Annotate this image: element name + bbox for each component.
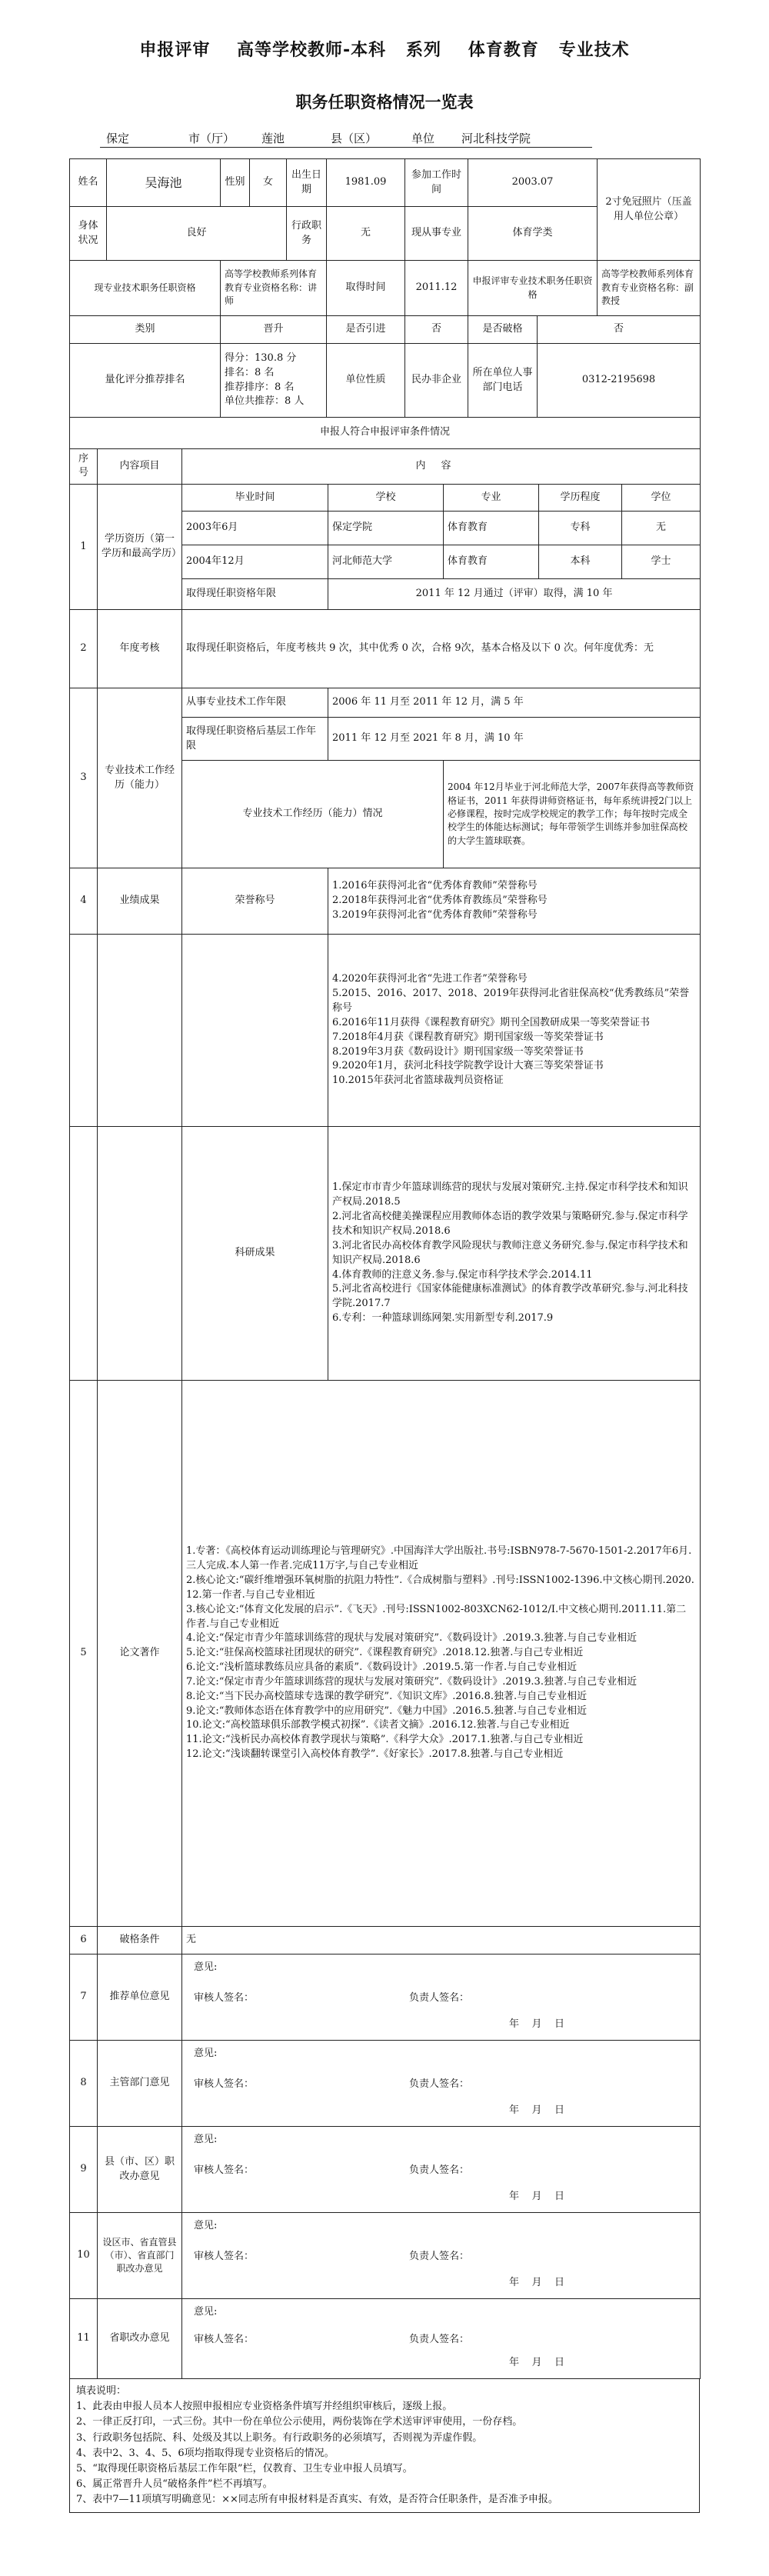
experience-ability-text: 2004 年12月毕业于河北师范大学，2007年获得高等教师资格证书，2011 年获得讲师资格证书，每年系统讲授2门以上必修课程，按时完成学校规定的教学工作；每年按时完成全校学生的体能达标测试；每年带领学生训练并参加驻保高校的大学生篮球联赛。: [444, 761, 701, 868]
note-line: 6、属正常晋升人员“破格条件”栏不再填写。: [76, 2478, 273, 2491]
opinion-date: 年 月 日: [509, 2191, 565, 2203]
opinion-row: [70, 1954, 701, 2041]
hr-phone-value: 0312-2195698: [538, 344, 701, 418]
birth-value: 1981.09: [327, 159, 405, 207]
health-value: 良好: [107, 207, 287, 261]
intro-value: 否: [405, 316, 468, 344]
honor-item: 2.2018年获得河北省“优秀体育教练员”荣誉称号: [332, 895, 548, 907]
opinion-text: 意见:: [194, 2048, 218, 2060]
edu-header-level: 学历程度: [539, 485, 622, 512]
paper-item: 1.专著：《高校体育运动训练理论与管理研究》.中国海洋大学出版社.书号:ISBN978-7-5670-1501-2.2017年6月.三人完成.本人第一作者.完成11万字,与自己专业相近: [186, 1545, 692, 1572]
opinion-date: 年 月 日: [509, 2104, 565, 2117]
leader-sign: 负责人签名：: [409, 2334, 470, 2346]
opinion-label: 设区市、省直管县（市）、省直部门职改办意见: [98, 2213, 182, 2299]
leader-sign: 负责人签名：: [409, 2164, 470, 2177]
honor-item: 4.2020年获得河北省“先进工作者”荣誉称号: [332, 973, 528, 985]
leader-sign: 负责人签名：: [409, 1992, 470, 2004]
unit-nature-value: 民办非企业: [405, 344, 468, 418]
edu-label: 学历资历（第一学历和最高学历）: [98, 485, 182, 610]
gender-value: 女: [250, 159, 287, 207]
leader-sign: 负责人签名：: [409, 2078, 470, 2091]
honor-label: 荣誉称号: [182, 868, 328, 935]
exception-row-no: 6: [70, 1927, 98, 1954]
paper-item: 9.论文:“教师体态语在体育教学中的应用研究”.《魅力中国》.2016.5.独著.与自己专业相近: [186, 1705, 588, 1717]
recommend-line: 推荐排序：8 名: [225, 381, 295, 393]
note-line: 1、此表由申报人员本人按照申报相应专业资格条件填写并经组织审核后，逐级上报。: [76, 2401, 453, 2413]
paper-item: 3.核心论文:“体育文化发展的启示”.《飞天》.刊号:ISSN1002-803XCN62-1012/I.中文核心期刊.2011.11.第二作者.与自己专业相近: [186, 1603, 687, 1630]
assess-label: 年度考核: [98, 610, 182, 688]
edu-header-time: 毕业时间: [182, 485, 328, 512]
results-blank-no: [70, 935, 98, 1127]
city-label: 市（厅）: [188, 132, 235, 145]
note-line: 2、一律正反打印，一式三份。其中一份在单位公示使用，两份装饰在学术送审评审使用，一份存档。: [76, 2416, 523, 2428]
photo-placeholder: 2寸免冠照片（压盖用人单位公章）: [598, 159, 701, 261]
obtain-time-label: [327, 261, 405, 316]
name-value: 吴海池: [107, 159, 221, 207]
conditions-table: [69, 418, 701, 2379]
edu-row-2-school: 河北师范大学: [328, 545, 444, 579]
honor-list-top: [328, 868, 701, 935]
current-major-label: 现从事专业: [405, 207, 468, 261]
leader-sign: 负责人签名：: [409, 2251, 470, 2263]
honor-item: 9.2020年1月，获河北科技学院教学设计大赛三等奖荣誉证书: [332, 1060, 604, 1072]
experience-after-value: 2011 年 12 月至 2021 年 8 月，满 10 年: [328, 718, 701, 761]
paper-item: 2.核心论文:“碳纤维增强环氧树脂的抗阻力特性”.《合成树脂与塑料》.刊号:ISSN1002-1396.中文核心期刊.2020.12.第一作者.与自己专业相近: [186, 1575, 694, 1601]
paper-item: 10.论文:“高校篮球俱乐部教学模式初探”.《读者文摘》.2016.12.独著.与自己专业相近: [186, 1719, 570, 1731]
form-title-line1: 申报评审 高等学校教师-本科 系列 体育教育 专业技术: [139, 41, 630, 60]
honor-item: 1.2016年获得河北省“优秀体育教师”荣誉称号: [332, 880, 538, 892]
note-line: 3、行政职务包括院、科、处级及其以上职务。有行政职务的必须填写，否则视为弄虚作假。: [76, 2431, 483, 2444]
current-major-value: 体育学类: [468, 207, 598, 261]
paper-item: 11.论文:“浅析民办高校体育教学现状与策略”.《科学大众》.2017.1.独著.与自己专业相近: [186, 1734, 584, 1746]
paper-item: 12.论文:“浅谈翻转课堂引入高校体育教学”.《好家长》.2017.8.独著.与自己专业相近: [186, 1748, 564, 1761]
edu-row-1-school: 保定学院: [328, 512, 444, 545]
opinion-cell[interactable]: [182, 1954, 701, 2041]
experience-label: 专业技术工作经历（能力）: [98, 688, 182, 868]
admin-post-label: 行政职务: [287, 207, 327, 261]
admin-post-value: 无: [327, 207, 405, 261]
opinion-date: 年 月 日: [509, 2018, 565, 2031]
opinion-label: 主管部门意见: [98, 2041, 182, 2127]
note-line: 5、“取得现任职资格后基层工作年限”栏，仅教育、卫生专业申报人员填写。: [76, 2462, 413, 2474]
paper-item: 8.论文:“当下民办高校篮球专选课的教学研究”.《知识文库》.2016.8.独著.与自己专业相近: [186, 1690, 588, 1702]
paper-item: 4.论文:“保定市青少年篮球训练营的现状与发展对策研究”.《数码设计》.2019.3.独著.与自己专业相近: [186, 1632, 638, 1645]
experience-no: 3: [70, 688, 98, 868]
rank-line: 排名：8 名: [225, 366, 275, 378]
honor-item: 6.2016年11月获得《课程教育研究》期刊全国教研成果一等奖荣誉证书: [332, 1016, 651, 1028]
apply-title-value: 高等学校教师系列体育教育专业资格名称：副教授: [598, 261, 701, 316]
edu-years-label: 取得现任职资格年限: [182, 579, 328, 610]
honor-item: 7.2018年4月获《课程教育研究》期刊国家级一等奖荣誉证书: [332, 1031, 604, 1043]
category-label: 类别: [70, 316, 221, 344]
opinion-text: 意见:: [194, 2306, 218, 2318]
note-line: 7、表中7—11项填写明确意见：××同志所有申报材料是否真实、有效，是否符合任职条件，是否准予申报。: [76, 2494, 558, 2506]
birth-label: 出生日期: [287, 159, 327, 207]
rank-detail: [221, 344, 327, 418]
rank-label: 量化评分推荐排名: [70, 344, 221, 418]
reviewer-sign: 审核人签名：: [194, 1992, 255, 2004]
basic-info-table: [69, 158, 701, 418]
research-blank-no: [70, 1127, 98, 1381]
honor-list-bottom: [328, 935, 701, 1127]
obtain-time-label-text: 取得时间: [345, 282, 386, 294]
exception-row-label: 破格条件: [98, 1927, 182, 1954]
unit-nature-label: 单位性质: [327, 344, 405, 418]
paper-item: 7.论文:“保定市青少年篮球训练营的现状与发展对策研究”.《数码设计》.2019.3.独著.与自己专业相近: [186, 1675, 638, 1688]
research-item: 5.河北省高校进行《国家体能健康标准测试》的体育教学改革研究.参与.河北科技学院.2017.7: [332, 1283, 688, 1310]
unit-value: 河北科技学院: [461, 132, 531, 145]
edu-years-value: 2011 年 12 月通过（评审）取得，满 10 年: [328, 579, 701, 610]
exception-label: 是否破格: [468, 316, 538, 344]
work-start-value: 2003.07: [468, 159, 598, 207]
notes-title: 填表说明：: [76, 2385, 127, 2398]
research-item: 4.体育教师的注意义务.参与.保定市科学技术学会.2014.11: [332, 1268, 593, 1281]
results-label: 业绩成果: [98, 868, 182, 935]
experience-years-value: 2006 年 11 月至 2011 年 12 月，满 5 年: [328, 688, 701, 718]
opinion-label: 推荐单位意见: [98, 1954, 182, 2041]
paper-item: 6.论文:“浅析篮球教练员应具备的素质”.《数码设计》.2019.5.第一作者.与自己专业相近: [186, 1661, 578, 1674]
conditions-title: 申报人符合申报评审条件情况: [70, 418, 701, 448]
reviewer-sign: 审核人签名：: [194, 2164, 255, 2177]
assess-no: 2: [70, 610, 98, 688]
research-item: 2.河北省高校健美操课程应用教师体态语的教学效果与策略研究.参与.保定市科学技术和知识产权局.2018.6: [332, 1211, 688, 1237]
form-title-line2: 职务任职资格情况一览表: [295, 93, 474, 112]
county-value: 莲池: [261, 132, 285, 145]
opinion-text: 意见:: [194, 2134, 218, 2146]
current-title-label-text: 现专业技术职务任职资格: [94, 282, 196, 293]
opinion-text: 意见:: [194, 1961, 218, 1974]
experience-ability-label: 专业技术工作经历（能力）情况: [182, 761, 444, 868]
exception-value: 否: [538, 316, 701, 344]
experience-after-label: 取得现任职资格后基层工作年限: [182, 718, 328, 761]
apply-title-label: 申报评审专业技术职务任职资格: [468, 261, 598, 316]
opinion-no: 8: [70, 2041, 98, 2127]
edu-row-2-degree: 学士: [622, 545, 701, 579]
gender-label: 性别: [221, 159, 250, 207]
results-no: 4: [70, 868, 98, 935]
edu-row-2-major: 体育教育: [444, 545, 539, 579]
unit-line: [100, 130, 592, 148]
opinion-no: 9: [70, 2127, 98, 2213]
reviewer-sign: 审核人签名：: [194, 2078, 255, 2091]
health-label: 身体状况: [70, 207, 107, 261]
col-no-header: 序号: [70, 448, 98, 485]
edu-row-1-level: 专科: [539, 512, 622, 545]
honor-item: 3.2019年获得河北省“优秀体育教师”荣誉称号: [332, 909, 538, 921]
opinion-row: [70, 2127, 701, 2213]
opinion-label: 县（市、区）职改办意见: [98, 2127, 182, 2213]
form-page: [69, 31, 700, 2513]
edu-row-1-degree: 无: [622, 512, 701, 545]
honor-item: 8.2019年3月获《数码设计》期刊国家级一等奖荣誉证书: [332, 1045, 584, 1058]
current-title-label: [70, 261, 221, 316]
exception-row-value: 无: [182, 1927, 701, 1954]
opinion-date: 年 月 日: [509, 2277, 565, 2289]
papers-label: 论文著作: [98, 1381, 182, 1927]
opinion-row: [70, 2041, 701, 2127]
results-blank-label: [98, 935, 182, 1127]
research-item: 3.河北省民办高校体育教学风险现状与教师注意义务研究.参与.保定市科学技术和知识产权局.2018.6: [332, 1239, 688, 1266]
assess-text: 取得现任职资格后，年度考核共 9 次，其中优秀 0 次，合格 9次，基本合格及以下 0 次。何年度优秀：无: [182, 610, 701, 688]
fill-notes: [69, 2379, 700, 2513]
opinion-no: 11: [70, 2299, 98, 2379]
reviewer-sign: 审核人签名：: [194, 2251, 255, 2263]
edu-header-school: 学校: [328, 485, 444, 512]
hr-phone-label: 所在单位人事部门电话: [468, 344, 538, 418]
paper-item: 5.论文:“驻保高校篮球社团现状的研究”.《课程教育研究》.2018.12.独著.与自己专业相近: [186, 1647, 584, 1659]
opinion-row: [70, 2299, 701, 2379]
opinion-cell[interactable]: [182, 2213, 701, 2299]
score-line: 得分：130.8 分: [225, 352, 297, 364]
honor-item: 10.2015年获河北省篮球裁判员资格证: [332, 1075, 504, 1087]
honor-item: 5.2015、2016、2017、2018、2019年获得河北省驻保高校“优秀教练员”荣誉称号: [332, 988, 690, 1014]
work-start-label: 参加工作时间: [405, 159, 468, 207]
col-item-header: 内容项目: [98, 448, 182, 485]
edu-row-2-time: 2004年12月: [182, 545, 328, 579]
research-list: [328, 1127, 701, 1381]
category-value: 晋升: [221, 316, 327, 344]
edu-header-degree: 学位: [622, 485, 701, 512]
reviewer-sign: 审核人签名：: [194, 2334, 255, 2346]
col-content-header: 内容: [182, 448, 701, 485]
opinion-cell[interactable]: [182, 2127, 701, 2213]
honor-blank-label: [182, 935, 328, 1127]
unit-label: 单位: [411, 132, 435, 145]
papers-no: 5: [70, 1381, 98, 1927]
research-blank-label: [98, 1127, 182, 1381]
opinion-text: 意见:: [194, 2220, 218, 2232]
opinion-no: 7: [70, 1954, 98, 2041]
current-title-value: 高等学校教师系列体育教育专业资格名称：讲师: [221, 261, 327, 316]
research-item: 6.专利：一种篮球训练网架.实用新型专利.2017.9: [332, 1312, 554, 1325]
research-item: 1.保定市市青少年篮球训练营的现状与发展对策研究.主持.保定市科学技术和知识产权局.2018.5: [332, 1181, 688, 1208]
opinion-cell[interactable]: [182, 2041, 701, 2127]
unit-total-line: 单位共推荐：8 人: [225, 395, 305, 408]
note-line: 4、表中2、3、4、5、6项均指取得现专业资格后的情况。: [76, 2447, 335, 2459]
edu-row-2-level: 本科: [539, 545, 622, 579]
opinion-date: 年 月 日: [509, 2357, 565, 2369]
edu-row-1-major: 体育教育: [444, 512, 539, 545]
edu-header-major: 专业: [444, 485, 539, 512]
name-label: 姓名: [70, 159, 107, 207]
intro-label: 是否引进: [327, 316, 405, 344]
edu-no: 1: [70, 485, 98, 610]
opinion-row: [70, 2213, 701, 2299]
edu-row-1-time: 2003年6月: [182, 512, 328, 545]
experience-years-label: 从事专业技术工作年限: [182, 688, 328, 718]
research-label: 科研成果: [182, 1127, 328, 1381]
obtain-time-value: 2011.12: [405, 261, 468, 316]
opinion-cell[interactable]: [182, 2299, 701, 2379]
opinion-no: 10: [70, 2213, 98, 2299]
opinion-label: 省职改办意见: [98, 2299, 182, 2379]
county-label: 县（区）: [331, 132, 378, 145]
papers-list: [182, 1381, 701, 1927]
city-value: 保定: [106, 132, 130, 145]
